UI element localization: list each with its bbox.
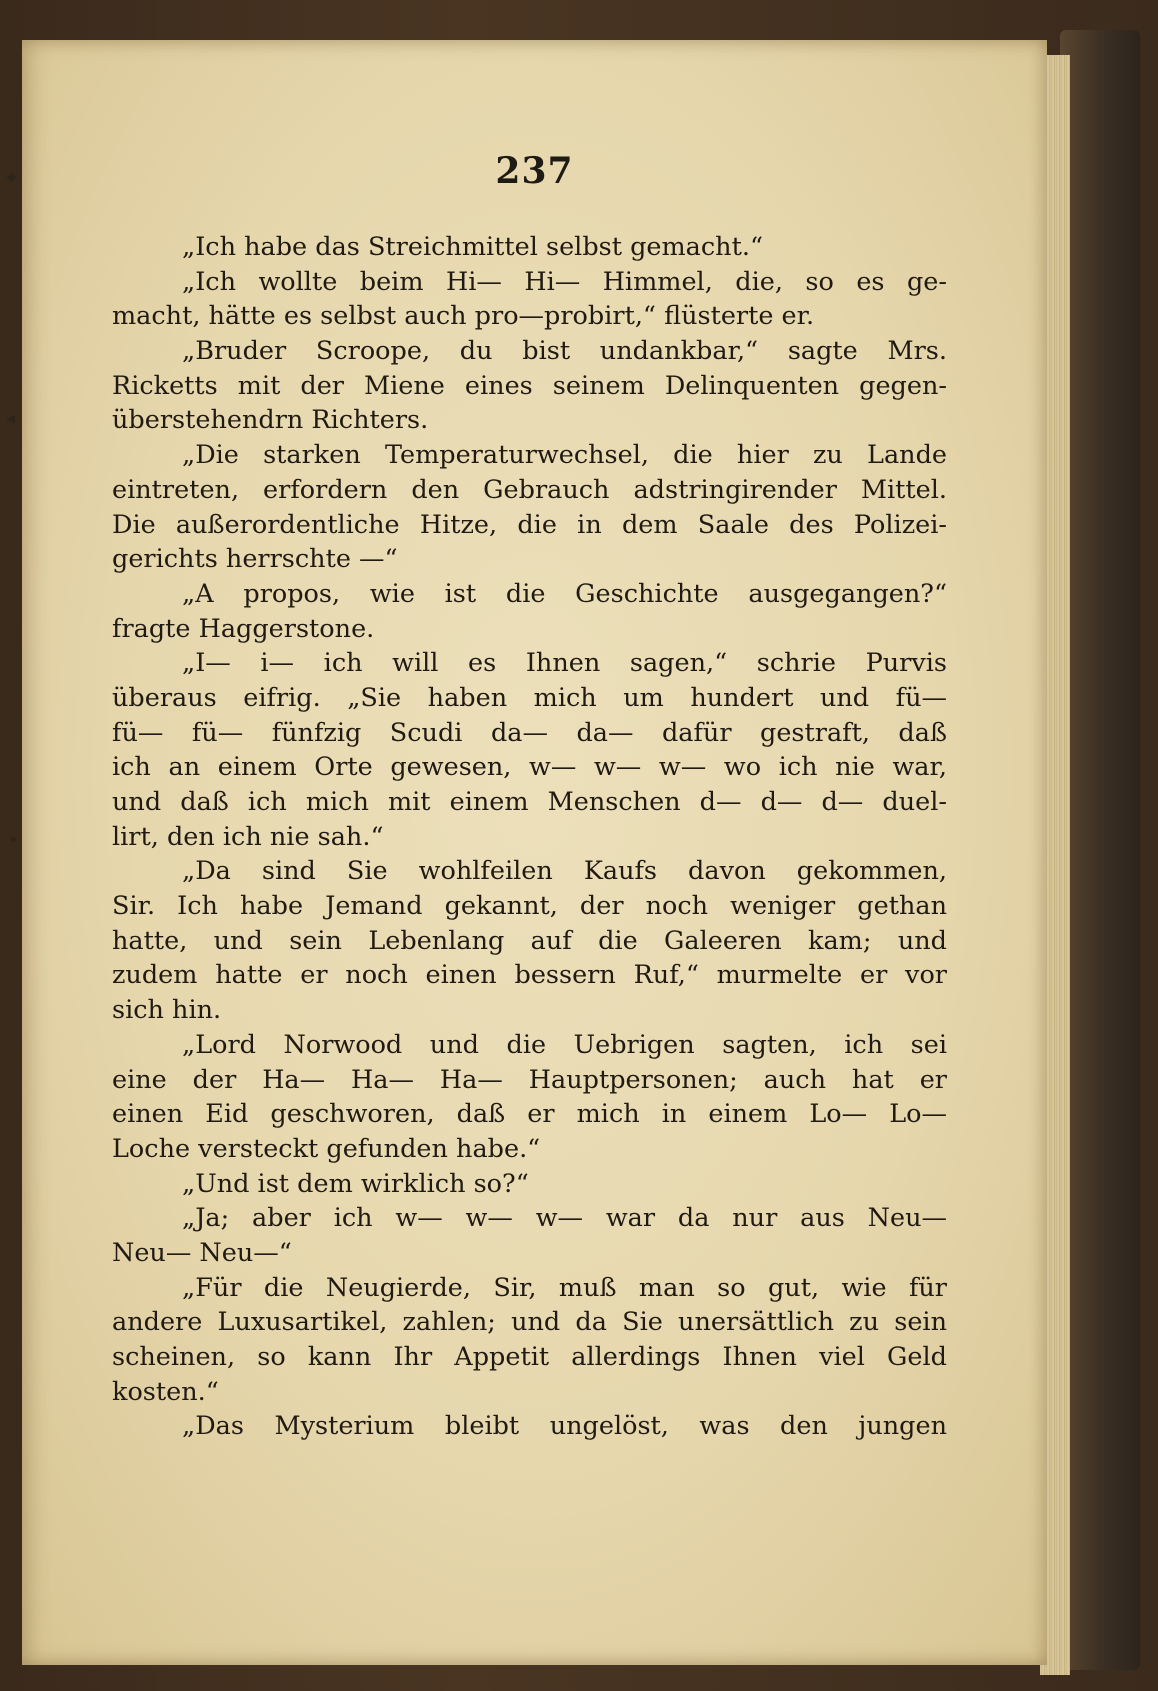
text-line: Ricketts mit der Miene eines seinem Delinquenten gegen- <box>112 370 947 401</box>
text-line: fragte Haggerstone. <box>112 613 375 644</box>
margin-mark-icon: ◂ <box>6 408 16 429</box>
text-line: Die außerordentliche Hitze, die in dem Saale des Polizei- <box>112 509 947 540</box>
text-line: zudem hatte er noch einen bessern Ruf,“ murmelte er vor <box>112 960 947 991</box>
book-page <box>22 40 1047 1665</box>
text-line: eine der Ha— Ha— Ha— Hauptpersonen; auch hat er <box>112 1064 947 1095</box>
text-line: einen Eid geschworen, daß er mich in einem Lo— Lo— <box>112 1099 947 1130</box>
text-line: überstehendrn Richters. <box>112 405 429 436</box>
text-line: „Lord Norwood und die Uebrigen sagten, ich sei <box>182 1029 947 1060</box>
text-line: gerichts herrschte —“ <box>112 544 398 575</box>
text-line: Neu— Neu—“ <box>112 1237 292 1268</box>
text-line: „Für die Neugierde, Sir, muß man so gut, wie für <box>182 1272 947 1303</box>
text-line: „A propos, wie ist die Geschichte ausgegangen?“ <box>182 578 947 609</box>
text-line: „Und ist dem wirklich so?“ <box>182 1168 529 1199</box>
margin-mark-icon: ✦ <box>4 168 20 189</box>
text-line: „Ja; aber ich w— w— w— war da nur aus Neu— <box>182 1203 947 1234</box>
margin-mark-icon: • <box>8 830 19 851</box>
text-line: andere Luxusartikel, zahlen; und da Sie unersättlich zu sein <box>112 1307 947 1338</box>
text-line: „Ich habe das Streichmittel selbst gemacht.“ <box>182 232 763 262</box>
text-line: „Die starken Temperaturwechsel, die hier zu Lande <box>182 440 947 471</box>
book-cover-edge <box>1060 30 1140 1670</box>
text-line: Loche versteckt gefunden habe.“ <box>112 1133 541 1164</box>
text-line: überaus eifrig. „Sie haben mich um hundert und fü— <box>112 682 947 713</box>
text-line: lirt, den ich nie sah.“ <box>112 821 384 852</box>
text-line: „Bruder Scroope, du bist undankbar,“ sagte Mrs. <box>182 336 947 367</box>
text-line: sich hin. <box>112 995 222 1026</box>
text-line: Sir. Ich habe Jemand gekannt, der noch weniger gethan <box>112 891 947 922</box>
text-line: „I— i— ich will es Ihnen sagen,“ schrie Purvis <box>182 648 947 679</box>
text-line: scheinen, so kann Ihr Appetit allerdings Ihnen viel Geld <box>112 1342 947 1372</box>
text-line: und daß ich mich mit einem Menschen d— d— d— duel- <box>112 787 947 817</box>
text-line: fü— fü— fünfzig Scudi da— da— dafür gestraft, daß <box>112 717 947 748</box>
text-line: macht, hätte es selbst auch pro—probirt,“ flüsterte er. <box>112 301 815 332</box>
text-line: hatte, und sein Lebenlang auf die Galeeren kam; und <box>112 925 947 956</box>
text-line: kosten.“ <box>112 1376 219 1407</box>
page-text-body <box>112 230 947 1444</box>
text-line: ich an einem Orte gewesen, w— w— w— wo ich nie war, <box>112 752 947 783</box>
text-line: „Das Mysterium bleibt ungelöst, was den jungen <box>182 1411 947 1442</box>
text-line: eintreten, erfordern den Gebrauch adstringirender Mittel. <box>112 474 947 505</box>
text-line: „Da sind Sie wohlfeilen Kaufs davon gekommen, <box>182 856 947 887</box>
text-line: „Ich wollte beim Hi— Hi— Himmel, die, so es ge- <box>182 266 947 297</box>
page-number: 237 <box>495 150 574 192</box>
